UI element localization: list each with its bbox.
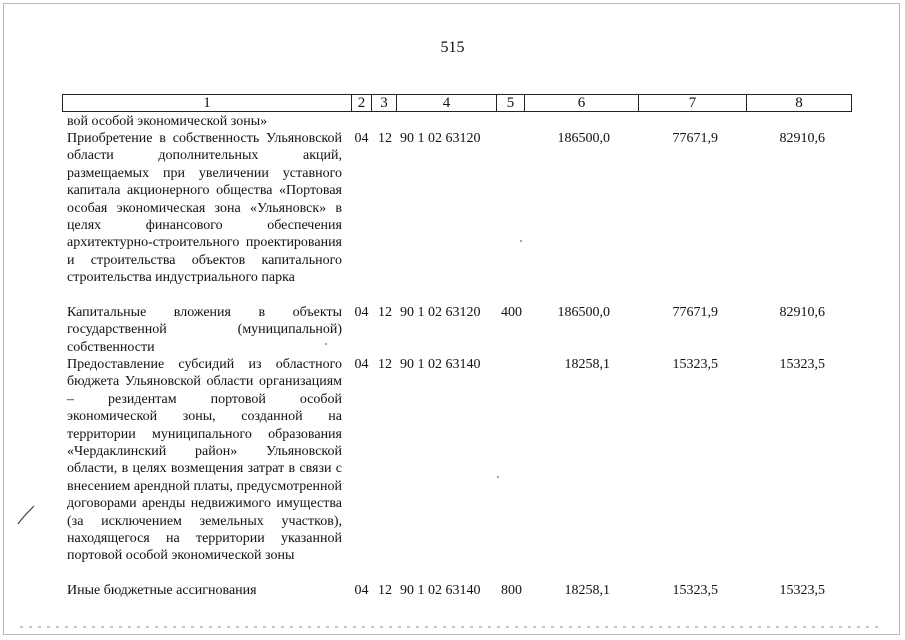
scan-noise-line — [20, 626, 880, 628]
table-row-3-col-4: 90 1 02 63140 — [400, 357, 481, 372]
table-row-4-col-7: 15323,5 — [672, 583, 718, 598]
table-row-4-col-4: 90 1 02 63140 — [400, 583, 481, 598]
table-row-1-col-2: 04 — [354, 131, 369, 146]
table-row-1-description: Приобретение в собственность Ульяновской области дополнительных акций, размещаемых при увеличении уставного капитала акционерного общества «Портовая особая экономическая зона «Ульяновск» в целях финансового обеспечения архитектурно-строительного проектирования и строительства объектов капитального строительства индустриального парка — [67, 131, 342, 286]
header-col-6: 6 — [525, 95, 639, 111]
scan-speck — [497, 476, 499, 478]
table-row-3-description: Предоставление субсидий из областного бюджета Ульяновской области организациям – резидентам портовой особой экономической зоны, созданной на территории муниципального образования «Чердаклинский район» Ульяновской области, в целях возмещения затрат в связи с внесением арендной платы, предусмотренной договорами аренды недвижимого имущества (за исключением земельных участков), находящегося на территории указанной портовой особой экономической зоны — [67, 357, 342, 564]
table-row-4-col-3: 12 — [378, 583, 392, 598]
table-row-1-col-3: 12 — [378, 131, 392, 146]
table-row-2-col-5: 400 — [501, 305, 522, 320]
header-col-5: 5 — [497, 95, 525, 111]
table-row-4-col-6: 18258,1 — [564, 583, 610, 598]
pen-mark-icon — [16, 504, 36, 526]
table-row-4-col-2: 04 — [354, 583, 369, 598]
header-col-4: 4 — [397, 95, 497, 111]
table-row-1-col-6: 186500,0 — [557, 131, 610, 146]
header-col-1: 1 — [63, 95, 352, 111]
table-row-1-col-8: 82910,6 — [779, 131, 825, 146]
table-row-3-col-2: 04 — [354, 357, 369, 372]
header-col-2: 2 — [352, 95, 372, 111]
table-row-3-col-8: 15323,5 — [779, 357, 825, 372]
table-row-4-col-8: 15323,5 — [779, 583, 825, 598]
table-row-4-description: Иные бюджетные ассигнования — [67, 583, 257, 598]
table-row-2-col-3: 12 — [378, 305, 392, 320]
scan-speck — [520, 240, 522, 242]
page-number: 515 — [440, 39, 465, 56]
table-row-3-col-7: 15323,5 — [672, 357, 718, 372]
table-row-2-col-8: 82910,6 — [779, 305, 825, 320]
table-row-3-col-6: 18258,1 — [564, 357, 610, 372]
table-row-2-col-4: 90 1 02 63120 — [400, 305, 481, 320]
table-row-2-description: Капитальные вложения в объекты государственной (муниципальной) собственности — [67, 305, 342, 355]
table-row-1-col-4: 90 1 02 63120 — [400, 131, 481, 146]
header-col-8: 8 — [795, 95, 803, 111]
table-row-2-col-2: 04 — [354, 305, 369, 320]
header-col-7: 7 — [639, 95, 747, 111]
table-row-3-col-3: 12 — [378, 357, 392, 372]
scan-speck — [325, 343, 327, 345]
table-row-2-col-7: 77671,9 — [672, 305, 718, 320]
table-row-2-col-6: 186500,0 — [557, 305, 610, 320]
header-col-3: 3 — [372, 95, 397, 111]
table-header-row — [62, 94, 852, 112]
table-row-4-col-5: 800 — [501, 583, 522, 598]
table-row-0-description: вой особой экономической зоны» — [67, 114, 268, 129]
table-row-1-col-7: 77671,9 — [672, 131, 718, 146]
